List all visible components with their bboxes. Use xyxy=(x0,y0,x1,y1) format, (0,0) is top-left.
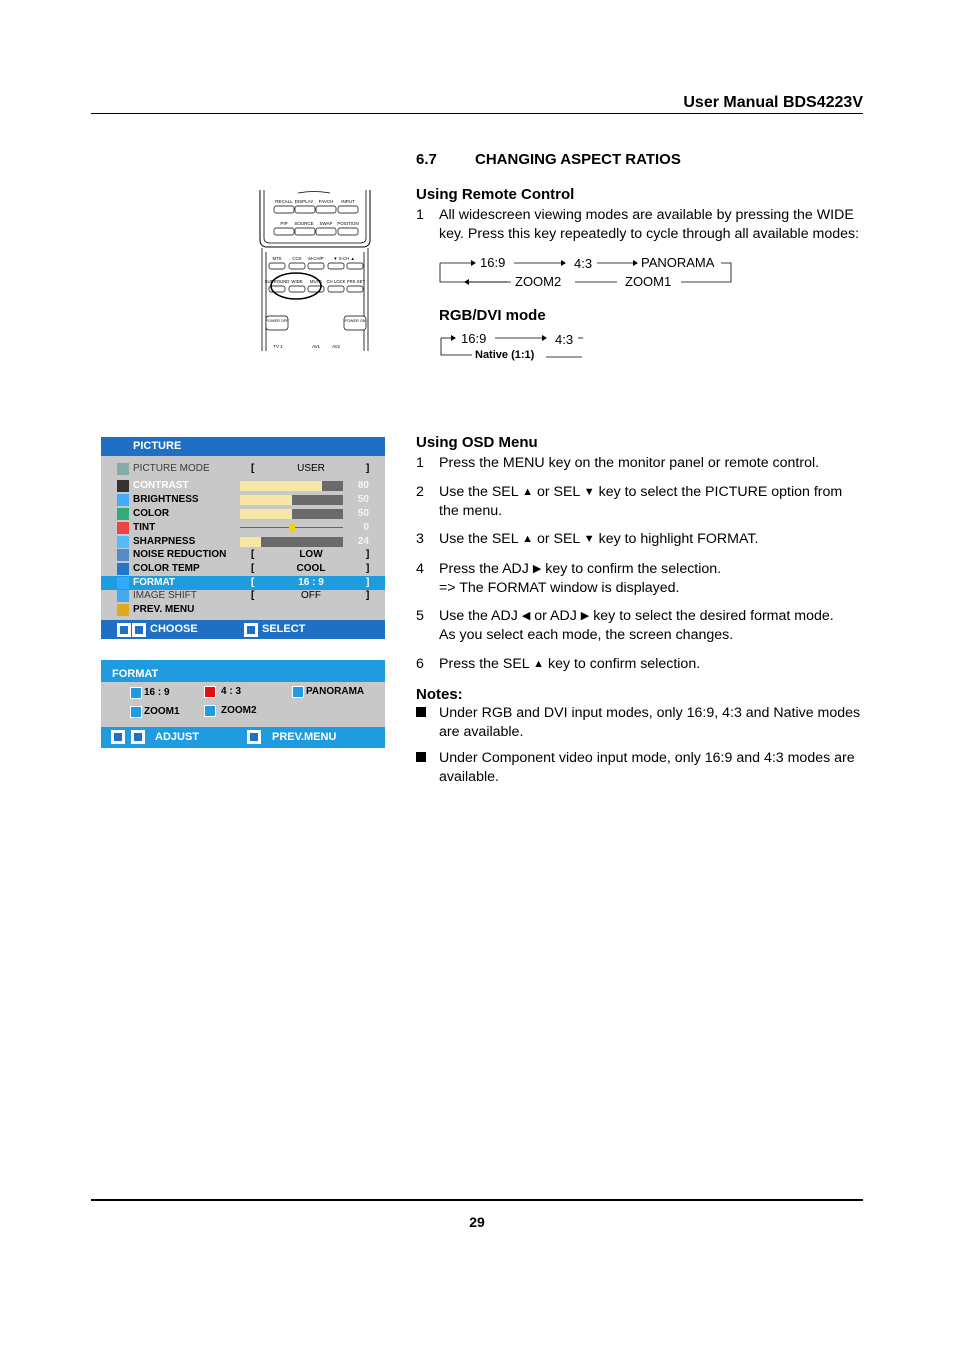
level-bar[interactable] xyxy=(240,537,343,547)
setting-icon xyxy=(117,536,129,548)
osd-row-label: TINT xyxy=(133,522,156,533)
right-triangle-icon: ▶ xyxy=(580,610,590,622)
osd-row-label: COLOR xyxy=(133,508,170,519)
osd-row-value: 50 xyxy=(357,508,369,519)
square-bullet-icon xyxy=(416,752,426,762)
chlock-button xyxy=(328,286,344,292)
osd-step-3: 3 Use the SEL ▲ or SEL ▼ key to highlight FORMAT. xyxy=(416,531,759,547)
setting-icon xyxy=(117,480,129,492)
remote-label-swap: SWAP xyxy=(319,221,333,226)
pip-button xyxy=(274,228,294,235)
rgb-mode-diagram xyxy=(438,329,598,363)
mode-cycle-diagram xyxy=(437,252,737,292)
picture-osd-title: PICTURE xyxy=(133,440,182,452)
slider-knob[interactable] xyxy=(289,524,295,532)
osd-row-value: OFF xyxy=(301,590,321,601)
remote-label-mute: MUTE xyxy=(309,279,323,284)
remote-label-mchp: M-CH/P xyxy=(308,256,324,261)
remote-label-input: INPUT xyxy=(341,199,355,204)
left-arrow-icon xyxy=(111,730,125,744)
osd-step-4: 4 Press the ADJ ▶ key to confirm the selection. => The FORMAT window is displayed. xyxy=(416,561,722,596)
up-arrow-icon xyxy=(247,730,261,744)
osd-row-label: FORMAT xyxy=(133,577,176,588)
bracket-left: [ xyxy=(251,577,255,588)
bracket-right: ] xyxy=(366,563,370,574)
note-item: Under Component video input mode, only 16:9 and 4:3 modes are available. xyxy=(416,749,866,789)
prev-menu-label: PREV.MENU xyxy=(272,731,337,743)
mode-panorama: PANORAMA xyxy=(641,255,715,270)
remote-label-position: POSITION xyxy=(337,221,359,226)
format-osd-footer xyxy=(101,727,385,748)
remote-control-illustration xyxy=(258,190,372,351)
remote-label-recall: RECALL xyxy=(275,199,293,204)
osd-row-noise-reduction[interactable] xyxy=(101,548,385,562)
up-arrow-icon xyxy=(117,623,131,637)
frkset-button xyxy=(347,286,363,292)
note-item: Under RGB and DVI input modes, only 16:9, 4:3 and Native modes are available. xyxy=(416,704,866,744)
setting-icon xyxy=(117,508,129,520)
level-bar-fill xyxy=(240,509,292,519)
osd-row-tint[interactable] xyxy=(101,521,385,535)
level-bar-fill xyxy=(240,481,322,491)
picture-osd-header xyxy=(101,437,385,456)
down-triangle-icon: ▼ xyxy=(583,486,595,498)
remote-label-ccd: CCD xyxy=(292,256,302,261)
setting-icon xyxy=(117,463,129,475)
remote-step-1 xyxy=(416,206,866,246)
source-button xyxy=(295,228,315,235)
osd-step-5: 5 Use the ADJ ◀ or ADJ ▶ key to select the desired format mode. As you select each mode, the screen changes. xyxy=(416,608,834,643)
format-checkbox-icon xyxy=(204,705,216,717)
mchp-button xyxy=(308,263,324,269)
osd-row-label: SHARPNESS xyxy=(133,536,196,547)
remote-label-surround: SURROUND xyxy=(264,279,290,284)
position-button xyxy=(338,228,358,235)
osd-row-image-shift[interactable] xyxy=(101,589,385,603)
up-triangle-icon: ▲ xyxy=(522,533,533,545)
osd-row-value: 80 xyxy=(357,480,369,491)
bracket-right: ] xyxy=(366,463,370,474)
osd-row-color-temp[interactable] xyxy=(101,562,385,576)
osd-menu-heading: Using OSD Menu xyxy=(416,434,538,451)
recall-button xyxy=(274,206,294,213)
remote-label-power-on: POWER ON xyxy=(344,319,366,323)
osd-row-label: IMAGE SHIFT xyxy=(133,590,197,601)
mode-16-9: 16:9 xyxy=(480,255,506,270)
remote-label-tv1: TV 1 xyxy=(273,344,283,349)
setting-icon xyxy=(117,522,129,534)
right-arrow-icon xyxy=(131,730,145,744)
osd-row-value: 0 xyxy=(363,522,369,533)
remote-label-av2: AV2 xyxy=(332,344,340,349)
picture-osd-footer xyxy=(101,620,385,639)
down-triangle-icon: ▼ xyxy=(583,533,595,545)
osd-row-value: 24 xyxy=(357,536,369,547)
step-number: 1 xyxy=(416,207,424,223)
bracket-left: [ xyxy=(251,463,255,474)
section-number: 6.7 xyxy=(416,151,437,168)
bracket-left: [ xyxy=(251,549,255,560)
osd-row-value: 50 xyxy=(357,494,369,505)
remote-label-mts: MTS xyxy=(272,256,282,261)
level-bar[interactable] xyxy=(240,509,343,519)
mode-zoom2: ZOOM2 xyxy=(515,274,562,289)
left-triangle-icon: ◀ xyxy=(521,610,531,622)
mode-zoom1: ZOOM1 xyxy=(625,274,672,289)
format-osd-title: FORMAT xyxy=(112,668,159,680)
remote-label-favch: FAVCH xyxy=(318,199,334,204)
rgb-mode-native: Native (1:1) xyxy=(475,349,535,361)
setting-icon xyxy=(117,604,129,616)
right-triangle-icon: ▶ xyxy=(532,563,542,575)
format-checkbox-icon xyxy=(292,686,304,698)
osd-row-label: BRIGHTNESS xyxy=(133,494,199,505)
osd-row-format[interactable] xyxy=(101,576,385,590)
remote-control-heading: Using Remote Control xyxy=(416,186,575,203)
header-rule xyxy=(91,113,863,114)
bracket-left: [ xyxy=(251,563,255,574)
osd-step-1: 1 Press the MENU key on the monitor panel or remote control. xyxy=(416,455,820,471)
setting-icon xyxy=(117,577,129,589)
up-triangle-icon: ▲ xyxy=(522,486,533,498)
level-bar-fill xyxy=(240,537,261,547)
picture-osd-menu xyxy=(101,437,385,639)
osd-row-label: NOISE REDUCTION xyxy=(133,549,227,560)
format-checkbox-icon xyxy=(130,706,142,718)
remote-label-sch: ▼ S-CH ▲ xyxy=(333,256,355,261)
footer-rule xyxy=(91,1199,863,1201)
rgb-mode-4-3: 4:3 xyxy=(555,332,574,347)
choose-label: CHOOSE xyxy=(150,623,198,635)
rgb-dvi-heading: RGB/DVI mode xyxy=(439,307,546,324)
mode-4-3: 4:3 xyxy=(574,256,593,271)
osd-row-brightness[interactable] xyxy=(101,493,385,507)
sch-down-button xyxy=(328,263,344,269)
step-text: All widescreen viewing modes are available by pressing the WIDE key. Press this key repeatedly to cycle through all available modes: xyxy=(439,207,860,242)
osd-row-value: LOW xyxy=(299,549,323,560)
bracket-right: ] xyxy=(366,577,370,588)
remote-label-source: SOURCE xyxy=(294,221,314,226)
osd-step-6: 6 Press the SEL ▲ key to confirm selection. xyxy=(416,656,701,672)
up-triangle-icon: ▲ xyxy=(533,658,545,670)
osd-row-prev-menu[interactable] xyxy=(101,603,385,617)
setting-icon xyxy=(117,563,129,575)
remote-label-wide: WIDE xyxy=(291,279,303,284)
page-number: 29 xyxy=(469,1214,485,1230)
remote-label-av1: AV1 xyxy=(312,344,320,349)
remote-label-pip: PIP xyxy=(280,221,288,226)
osd-row-label: CONTRAST xyxy=(133,480,189,491)
tint-slider[interactable] xyxy=(240,523,343,533)
input-button xyxy=(338,206,358,213)
osd-row-value: 16 : 9 xyxy=(298,577,324,588)
remote-label-frkset: FRK.SET xyxy=(346,279,366,284)
osd-step-2: 2 Use the SEL ▲ or SEL ▼ key to select the PICTURE option from the menu. xyxy=(416,484,843,519)
level-bar-fill xyxy=(240,495,292,505)
square-bullet-icon xyxy=(416,707,426,717)
remote-label-chlock: CH LOCK xyxy=(326,279,346,284)
setting-icon xyxy=(117,590,129,602)
mts-button xyxy=(269,263,285,269)
osd-row-picture-mode[interactable] xyxy=(101,462,385,476)
osd-row-label: PREV. MENU xyxy=(133,604,195,615)
setting-icon xyxy=(117,549,129,561)
bracket-right: ] xyxy=(366,590,370,601)
osd-row-color[interactable] xyxy=(101,507,385,521)
format-osd-menu: FORMAT 16 : 9 4 : 3 PANORAMA ZOOM1 ZOOM2 ADJUST PREV.MENU xyxy=(101,660,385,748)
swap-button xyxy=(316,228,336,235)
down-arrow-icon xyxy=(132,623,146,637)
format-selected-icon xyxy=(204,686,216,698)
osd-row-value: COOL xyxy=(296,563,326,574)
right-arrow-icon xyxy=(244,623,258,637)
osd-row-label: COLOR TEMP xyxy=(133,563,200,574)
remote-label-display: DISPLAY xyxy=(294,199,314,204)
section-heading xyxy=(416,151,681,168)
bracket-left: [ xyxy=(251,590,255,601)
adjust-label: ADJUST xyxy=(155,731,200,743)
document-title: User Manual BDS4223V xyxy=(683,94,863,111)
select-label: SELECT xyxy=(262,623,306,635)
level-bar[interactable] xyxy=(240,495,343,505)
section-title: CHANGING ASPECT RATIOS xyxy=(475,151,681,168)
osd-row-sharpness[interactable] xyxy=(101,535,385,549)
favch-button xyxy=(316,206,336,213)
wide-button xyxy=(289,286,305,292)
bracket-right: ] xyxy=(366,549,370,560)
level-bar[interactable] xyxy=(240,481,343,491)
osd-row-label: PICTURE MODE xyxy=(133,463,210,474)
setting-icon xyxy=(117,494,129,506)
ccd-button xyxy=(289,263,305,269)
notes-heading: Notes: xyxy=(416,686,463,703)
rgb-mode-16-9: 16:9 xyxy=(461,331,487,346)
format-osd-header xyxy=(101,660,385,682)
remote-label-power-off: POWER OFF xyxy=(265,319,289,323)
osd-row-value: USER xyxy=(297,463,325,474)
sch-up-button xyxy=(347,263,363,269)
display-button xyxy=(295,206,315,213)
format-checkbox-icon xyxy=(130,687,142,699)
osd-row-contrast[interactable] xyxy=(101,479,385,493)
